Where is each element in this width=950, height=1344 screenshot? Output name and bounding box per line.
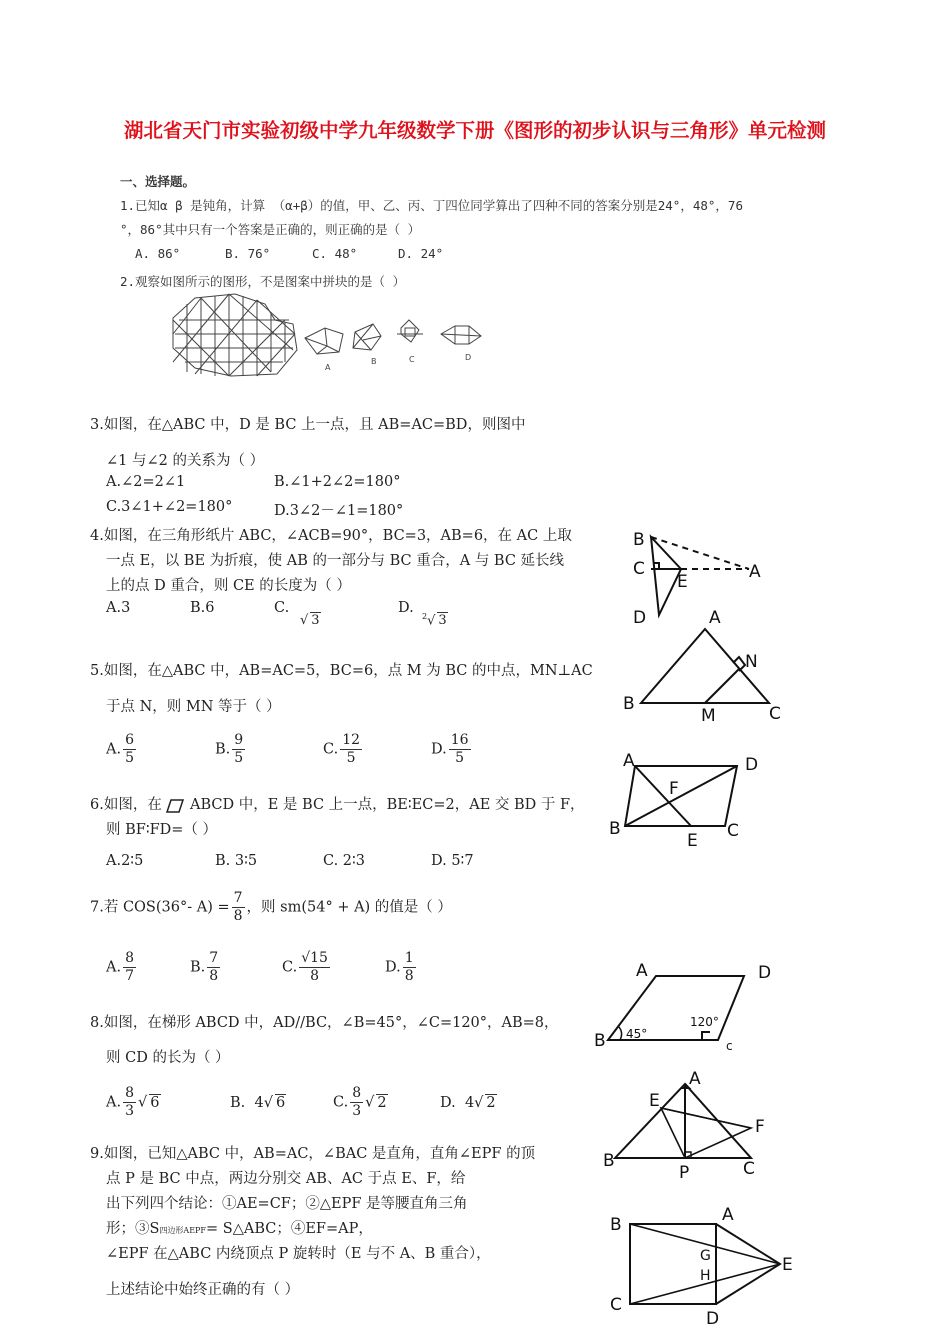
q8-figure [590, 960, 780, 1050]
q4-label-c: C [633, 559, 645, 579]
q9-label-f: F [755, 1117, 765, 1137]
q3-line2: ∠1 与∠2 的关系为（ ） [106, 453, 265, 469]
q7-option-d: D. $\frac{1}{8}$ [385, 950, 414, 984]
q4-option-b: B.6 [190, 600, 215, 616]
q2-stem: 2.观察如图所示的图形，不是图案中拼块的是（ ） [120, 274, 406, 289]
q2-label-c: C [409, 355, 415, 364]
q1-option-d: D. 24° [398, 246, 444, 261]
q9-figure [595, 1062, 780, 1180]
q6-label-a: A [623, 752, 635, 771]
q4-option-c: C. [274, 600, 290, 616]
q4-option-d: D. [398, 600, 414, 616]
q7-option-b: B. $\frac{7}{8}$ [190, 950, 219, 984]
q10-label-e: E [782, 1255, 793, 1275]
q6-option-b: B. 3∶5 [215, 853, 258, 869]
q9-line5: ∠EPF 在△ABC 内绕顶点 P 旋转时（E 与不 A、B 重合）， [106, 1246, 491, 1262]
q5-option-d: D. $\frac{16}{5}$ [431, 732, 469, 766]
q8-label-a: A [636, 961, 648, 981]
q9-line4: 形；③S四边形AEPF= S△ABC；④EF=AP， [106, 1221, 373, 1237]
q8-option-d: D. 4√ 2 [440, 1095, 496, 1111]
q6-line2: 则 BF∶FD=（ ） [106, 822, 218, 838]
q3-option-c: C.3∠1+∠2=180° [106, 499, 233, 515]
q5-option-a: A. $\frac{6}{5}$ [106, 732, 135, 766]
q10-label-g: G [700, 1248, 711, 1264]
q4-option-c-value: √ 3 [300, 613, 320, 628]
q5-label-a: A [709, 608, 721, 628]
page-title: 湖北省天门市实验初级中学九年级数学下册《图形的初步认识与三角形》单元检测 [123, 119, 826, 142]
q8-angle-c: 120° [690, 1015, 719, 1029]
q6-option-a: A.2∶5 [106, 853, 144, 869]
q8-label-d: D [758, 963, 772, 983]
q2-label-a: A [325, 363, 331, 372]
q3-option-d: D.3∠2－∠1=180° [274, 503, 404, 519]
q4-label-b: B [633, 530, 645, 550]
q2-label-b: B [371, 357, 377, 366]
q7-option-c: C. $\frac{√15}{8}$ [282, 950, 328, 984]
q10-label-c: C [610, 1295, 622, 1315]
q4-option-d-value: $^2$√ 3 [422, 612, 447, 629]
q8-line2: 则 CD 的长为（ ） [106, 1050, 230, 1066]
q4-label-d: D [633, 608, 647, 628]
q4-label-a: A [749, 562, 761, 582]
q9-label-b: B [603, 1151, 615, 1171]
section-heading: 一、选择题。 [120, 174, 196, 189]
q8-label-b: B [594, 1031, 606, 1050]
q5-label-m: M [701, 706, 716, 723]
q8-angle-b: 45° [626, 1027, 648, 1041]
q4-line1: 4.如图，在三角形纸片 ABC，∠ACB=90°，BC=3，AB=6，在 AC 上取 [90, 528, 572, 544]
q9-line1: 9.如图，已知△ABC 中，AB=AC，∠BAC 是直角，直角∠EPF 的顶 [90, 1146, 536, 1162]
q10-label-d: D [706, 1309, 720, 1329]
q5-figure [615, 603, 790, 723]
q2-tiling-figure [165, 290, 495, 380]
q5-label-b: B [623, 694, 635, 714]
q5-line1: 5.如图，在△ABC 中，AB=AC=5，BC=6，点 M 为 BC 的中点，MN⊥AC [90, 663, 593, 679]
q3-option-b: B.∠1+2∠2=180° [274, 474, 401, 490]
q9-line6: 上述结论中始终正确的有（ ） [106, 1282, 300, 1298]
q4-label-e: E [677, 572, 688, 592]
q8-label-c: c [726, 1039, 733, 1050]
q5-line2: 于点 N，则 MN 等于（ ） [106, 699, 281, 715]
q5-option-b: B. $\frac{9}{5}$ [215, 732, 244, 766]
q1-option-c: C. 48° [312, 246, 358, 261]
parallelogram-icon [166, 798, 184, 814]
q6-label-d: D [745, 755, 759, 775]
q5-label-c: C [769, 704, 781, 723]
q6-label-f: F [669, 779, 679, 799]
q7-option-a: A. $\frac{8}{7}$ [106, 950, 135, 984]
q4-line2: 一点 E，以 BE 为折痕，使 AB 的一部分与 BC 重合，A 与 BC 延长线 [106, 553, 565, 569]
q6-line1a: 6.如图，在 [90, 797, 162, 813]
q5-label-n: N [745, 652, 758, 672]
q3-line1: 3.如图，在△ABC 中，D 是 BC 上一点，且 AB=AC=BD，则图中 [90, 417, 526, 433]
q6-line1b: ABCD 中，E 是 BC 上一点，BE∶EC=2，AE 交 BD 于 F， [190, 797, 585, 813]
q9-line3: 出下列四个结论：①AE=CF；②△EPF 是等腰直角三角 [106, 1196, 468, 1212]
q9-label-c: C [743, 1159, 755, 1179]
q6-option-d: D. 5∶7 [431, 853, 474, 869]
q8-option-b: B. 4√ 6 [230, 1095, 286, 1111]
q10-label-b: B [610, 1215, 622, 1235]
q9-label-a: A [689, 1069, 701, 1089]
q10-label-h: H [700, 1268, 711, 1284]
q3-option-a: A.∠2=2∠1 [106, 474, 186, 490]
q7-stem: 7.若 COS(36°- A) = $\frac{7}{8}$ ，则 sm(54° + A) 的值是（ ） [90, 890, 452, 924]
q4-line3: 上的点 D 重合，则 CE 的长度为（ ） [106, 578, 351, 594]
q1-line1: 1.已知α β 是钝角，计算 （α+β）的值，甲、乙、丙、丁四位同学算出了四种不同的答案分别是24°，48°，76 [120, 198, 743, 213]
q8-option-c: C. $\frac{8}{3}$ √ 2 [333, 1085, 387, 1119]
q6-label-b: B [609, 819, 621, 839]
q8-line1: 8.如图，在梯形 ABCD 中，AD//BC，∠B=45°，∠C=120°，AB=8， [90, 1015, 559, 1031]
q9-label-e: E [649, 1091, 660, 1111]
q10-figure [600, 1200, 800, 1330]
q4-option-a: A.3 [106, 600, 131, 616]
q9-label-p: P [679, 1163, 690, 1180]
q6-label-c: C [727, 821, 739, 841]
q1-line2: °，86°其中只有一个答案是正确的，则正确的是（ ） [120, 222, 421, 237]
q8-option-a: A. $\frac{8}{3}$ √ 6 [106, 1085, 160, 1119]
q6-figure [605, 752, 765, 850]
q1-option-b: B. 76° [225, 246, 271, 261]
q6-label-e: E [687, 831, 698, 850]
q5-option-c: C. $\frac{12}{5}$ [323, 732, 361, 766]
q2-label-d: D [465, 353, 472, 362]
q10-label-a: A [722, 1205, 734, 1225]
q1-option-a: A. 86° [135, 246, 181, 261]
q9-line2: 点 P 是 BC 中点，两边分别交 AB、AC 于点 E、F，给 [106, 1171, 466, 1187]
q6-option-c: C. 2∶3 [323, 853, 366, 869]
